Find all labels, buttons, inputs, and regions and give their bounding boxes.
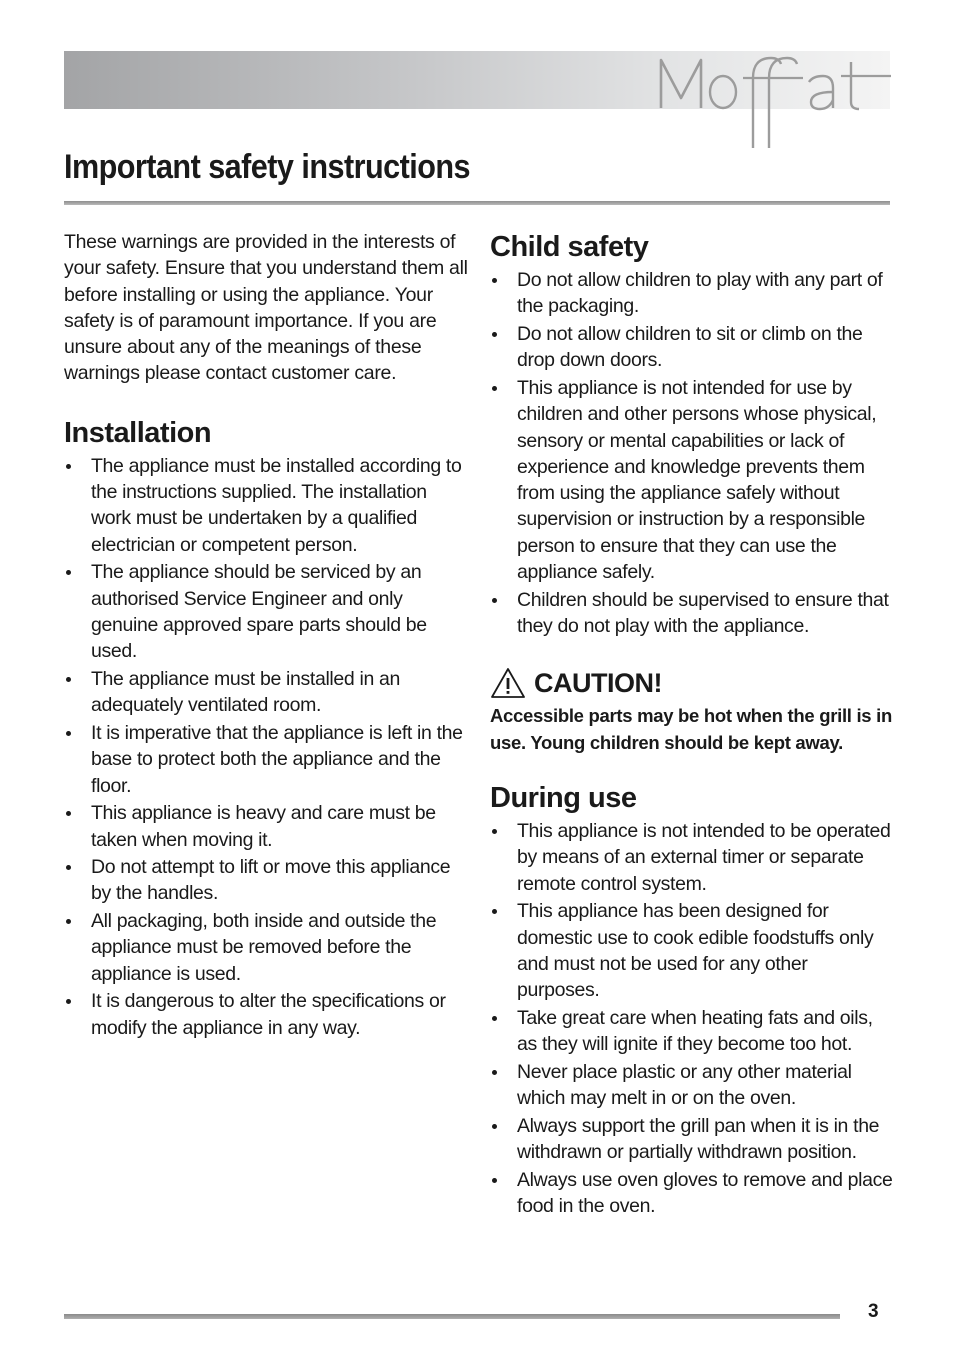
page-title: Important safety instructions [64,148,471,186]
child-safety-list [490,267,895,639]
caution-label: CAUTION! [534,667,662,698]
list-item: Always support the grill pan when it is in the withdrawn or partially withdrawn position. [490,1113,895,1166]
footer-divider [64,1314,840,1319]
warning-triangle-icon [490,667,526,699]
during-use-list [490,818,895,1219]
list-item: Children should be supervised to ensure that they do not play with the appliance. [490,587,895,640]
list-item: This appliance is heavy and care must be taken when moving it. [64,800,469,853]
installation-heading: Installation [64,416,212,449]
during-use-heading: During use [490,781,637,814]
left-column [64,229,469,1042]
page-number: 3 [868,1301,879,1322]
list-item: Do not allow children to sit or climb on the drop down doors. [490,321,895,374]
list-item: This appliance is not intended to be operated by means of an external timer or separate remote control system. [490,818,895,897]
brand-logo-svg [655,40,895,152]
list-item: Never place plastic or any other material which may melt in or on the oven. [490,1059,895,1112]
list-item: The appliance must be installed in an adequately ventilated room. [64,666,469,719]
list-item: Do not attempt to lift or move this appliance by the handles. [64,854,469,907]
caution-text: Accessible parts may be hot when the grill is in use. Young children should be kept away. [490,705,892,753]
list-item: Always use oven gloves to remove and place food in the oven. [490,1167,895,1220]
brand-logo [655,40,895,152]
right-column [490,229,895,1221]
list-item: Take great care when heating fats and oils, as they will ignite if they become too hot. [490,1005,895,1058]
list-item: This appliance has been designed for domestic use to cook edible foodstuffs only and must not be used for any other purposes. [490,898,895,1003]
list-item: This appliance is not intended for use by children and other persons whose physical, sensory or mental capabilities or lack of experience and knowledge prevents them from using the appliance safely without supervision or instruction by a responsible person to ensure that they can use the appliance safely. [490,375,895,585]
title-divider [64,201,890,205]
installation-list [64,453,469,1041]
list-item: It is imperative that the appliance is left in the base to protect both the appliance and the floor. [64,720,469,799]
list-item: Do not allow children to play with any part of the packaging. [490,267,895,320]
list-item: The appliance must be installed according to the instructions supplied. The installation work must be undertaken by a qualified electrician or competent person. [64,453,469,558]
caution-header [490,663,895,703]
intro-paragraph: These warnings are provided in the interests of your safety. Ensure that you understand them all before installing or using the appliance. Your safety is of paramount importance. If you are unsure about any of the meanings of these warnings please contact customer care. [64,231,468,385]
list-item: The appliance should be serviced by an authorised Service Engineer and only genuine approved spare parts should be used. [64,559,469,664]
list-item: All packaging, both inside and outside the appliance must be removed before the appliance is used. [64,908,469,987]
child-safety-heading: Child safety [490,231,649,263]
list-item: It is dangerous to alter the specifications or modify the appliance in any way. [64,988,469,1041]
